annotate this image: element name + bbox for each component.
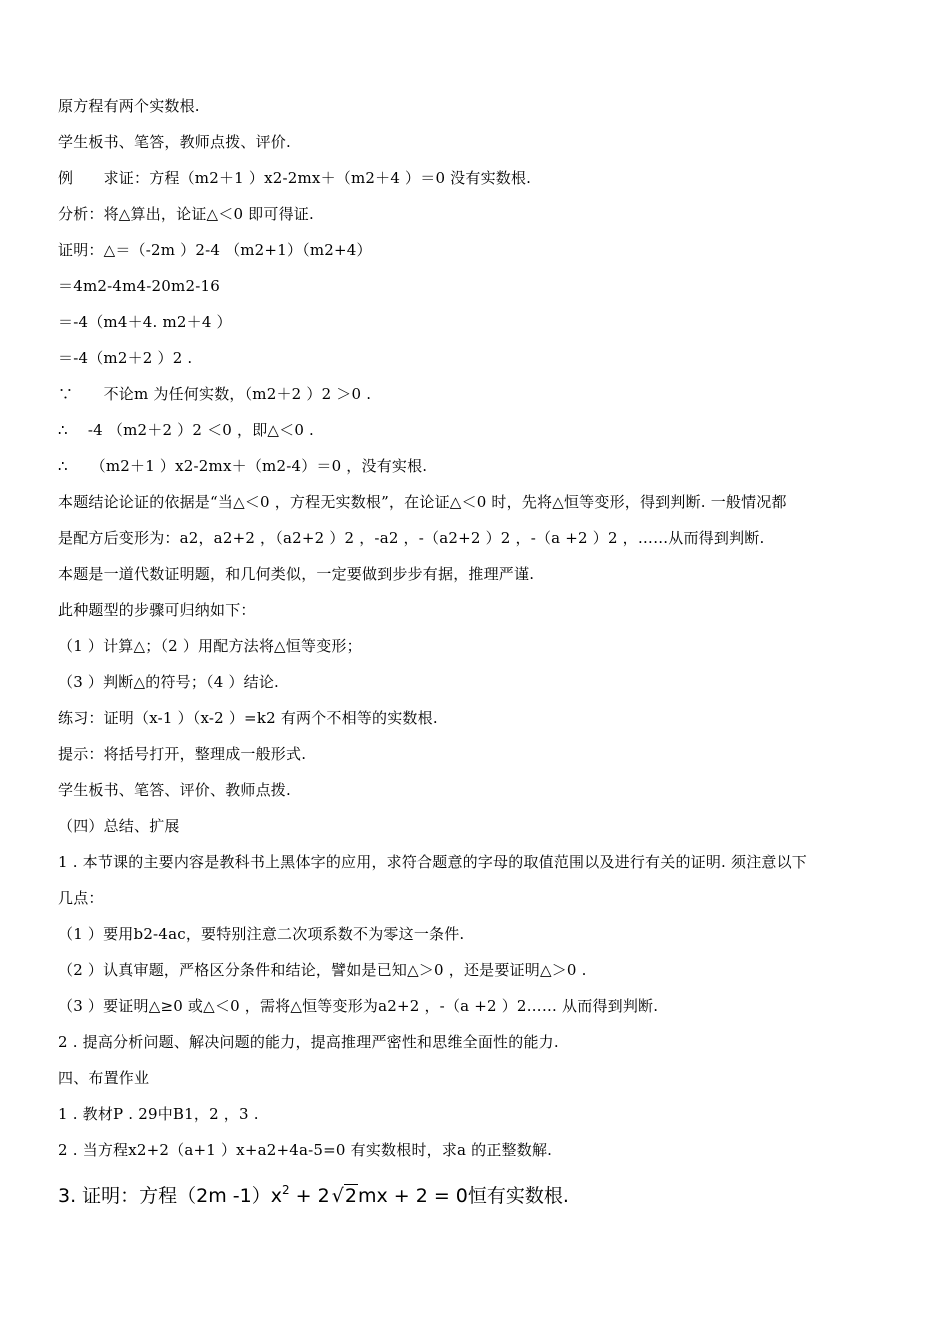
radicand: 2 — [344, 1185, 357, 1207]
text-line: ＝-4（m4＋4. m2＋4 ） — [58, 313, 232, 331]
equation-mid: + 2 — [289, 1185, 330, 1207]
text-line: 练习：证明（x-1 ）（x-2 ）=k2 有两个不相等的实数根. — [58, 709, 438, 727]
text-line: ∴ （m2＋1 ）x2-2mx＋（m2-4）＝0 ，没有实根. — [58, 457, 428, 475]
text-line: 本题是一道代数证明题，和几何类似，一定要做到步步有据，推理严谨. — [58, 565, 535, 583]
text-line: 提示：将括号打开，整理成一般形式. — [58, 745, 307, 763]
text-line: ∵ 不论m 为任何实数，（m2＋2 ）2 ＞0 . — [58, 385, 372, 403]
text-line: 本题结论论证的依据是“当△＜0 ，方程无实数根”，在论证△＜0 时，先将△恒等变形，得到判断. 一般情况都 — [58, 493, 787, 511]
text-line: 几点： — [58, 889, 104, 907]
text-line: （2 ）认真审题，严格区分条件和结论，譬如是已知△＞0 ，还是要证明△＞0 . — [58, 961, 587, 979]
text-line: 是配方后变形为：a2，a2+2 ，（a2+2 ）2 ，-a2 ，-（a2+2 ）2 ，-（a +2 ）2 ，……从而得到判断. — [58, 529, 765, 547]
text-line: 学生板书、笔答，教师点拨、评价. — [58, 133, 291, 151]
sqrt-symbol: √2 — [331, 1185, 357, 1207]
text-line: 2 . 提高分析问题、解决问题的能力，提高推理严密性和思维全面性的能力. — [58, 1033, 559, 1051]
section-heading: （四）总结、扩展 — [58, 817, 180, 835]
text-line: 分析：将△算出，论证△＜0 即可得证. — [58, 205, 314, 223]
text-line: ＝4m2-4m4-20m2-16 — [58, 277, 220, 295]
exponent: 2 — [282, 1183, 290, 1197]
text-line: （1 ）要用b2-4ac，要特别注意二次项系数不为零这一条件. — [58, 925, 465, 943]
equation-suffix: mx + 2 = 0恒有实数根. — [357, 1185, 569, 1207]
text-line: 1 . 教材P . 29中B1，2 ，3 . — [58, 1105, 259, 1123]
text-line: 2 . 当方程x2+2（a+1 ）x+a2+4a-5=0 有实数根时，求a 的正整数解. — [58, 1141, 553, 1159]
homework-item-3 — [58, 1170, 898, 1210]
section-heading: 四、布置作业 — [58, 1069, 150, 1087]
text-line: （1 ）计算△；（2 ）用配方法将△恒等变形； — [58, 637, 362, 655]
equation-prefix: 3. 证明：方程（2m -1）x — [58, 1185, 282, 1207]
text-line: ∴ -4 （m2＋2 ）2 ＜0 ，即△＜0 . — [58, 421, 315, 439]
text-line: 此种题型的步骤可归纳如下： — [58, 601, 256, 619]
document-body — [58, 88, 898, 1210]
text-line: 原方程有两个实数根. — [58, 97, 200, 115]
text-line: ＝-4（m2＋2 ）2 . — [58, 349, 193, 367]
text-line: （3 ）判断△的符号；（4 ）结论. — [58, 673, 280, 691]
text-line: 1 . 本节课的主要内容是教科书上黑体字的应用，求符合题意的字母的取值范围以及进行有关的证明. 须注意以下 — [58, 853, 807, 871]
text-line: 证明：△＝（-2m ）2-4 （m2+1）（m2+4） — [58, 241, 372, 259]
text-line: 学生板书、笔答、评价、教师点拨. — [58, 781, 291, 799]
text-line: （3 ）要证明△≥0 或△＜0 ，需将△恒等变形为a2+2 ，-（a +2 ）2…… 从而得到判断. — [58, 997, 659, 1015]
text-line: 例 求证：方程（m2＋1 ）x2-2mx＋（m2＋4 ）＝0 没有实数根. — [58, 169, 532, 187]
